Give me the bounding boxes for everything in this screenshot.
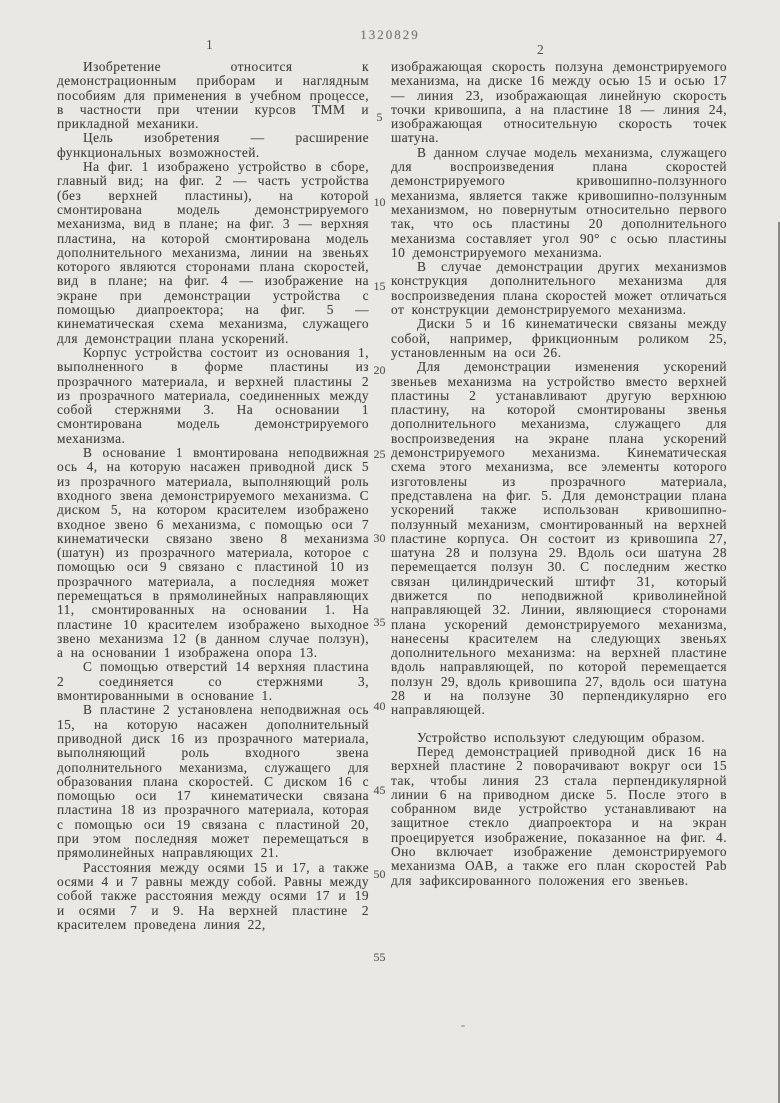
line-number: 5 (376, 110, 383, 124)
line-number: 30 (373, 531, 386, 545)
line-number: 40 (373, 699, 386, 713)
paragraph: Корпус устройства состоит из основания 1, выполненного в форме пластины из прозрачного материала, и верхней пластины 2 из прозрачного материала, соединенных между собой стержнями 3. На основании 1 смонтирована модель демонстрируемого механизма. (57, 344, 369, 446)
paragraph: Диски 5 и 16 кинематически связаны между собой, например, фрикционным роликом 25, установленным на оси 26. (391, 316, 727, 360)
right-column-page-number: 2 (537, 42, 544, 57)
paragraph: В данном случае модель механизма, служащего для воспроизведения плана скоростей демонстрируемого кривошипно-ползунного механизма, является также кривошипно-ползунным механизмом, но повернутым относительно первого так, что ось пластины 20 дополнительного механизма составляет угол 90° с осью пластины 10 демонстрируемого механизма. (391, 144, 727, 260)
patent-document-number: 1320829 (360, 27, 420, 42)
line-number: 55 (373, 950, 386, 964)
paragraph: В случае демонстрации других механизмов конструкция дополнительного механизма для воспроизведения плана скоростей может отличаться от конструкции демонстрируемого механизма. (391, 259, 727, 318)
paragraph: В основание 1 вмонтирована неподвижная ось 4, на которую насажен приводной диск 5 из прозрачного материала, выполняющий роль входного звена демонстрируемого механизма. С диском 5, на котором красителем изображено входное звено 6 механизма, с помощью оси 7 кинематически связано звено 8 механизма (шатун) из прозрачного материала, которое с помощью оси 9 связано с пластиной 10 из прозрачного материала, а последняя может перемещаться в прямолинейных направляющих 11, смонтированных на основании 1. На пластине 10 красителем изображено выходное звено механизма 12 (в данном случае ползун), а на основании 1 изображена опора 13. (57, 445, 369, 661)
paragraph: С помощью отверстий 14 верхняя пластина 2 соединяется со стержнями 3, вмонтированными в основание 1. (57, 659, 369, 704)
paragraph: Перед демонстрацией приводной диск 16 на верхней пластине 2 поворачивают вокруг оси 15 так, чтобы линия 23 стала перпендикулярной линии 6 на приводном диске 5. После этого в собранном виде устройство устанавливают на защитное стекло диапроектора и на экран проецируется изображение, показанное на фиг. 4. Оно включает изображение демонстрируемого механизма ОАВ, а также его план скоростей Pab для зафиксированного положения его звеньев. (391, 743, 727, 888)
left-column-page-number: 1 (206, 37, 213, 52)
line-number: 20 (373, 363, 386, 377)
scan-speck (461, 1025, 465, 1027)
paragraph: Для демонстрации изменения ускорений звеньев механизма на устройство вместо верхней пластины 2 устанавливают другую верхнюю пластину, на которой смонтированы звенья дополнительного механизма, служащего для воспроизведения на экране плана ускорений демонстрируемого механизма. Кинематическая схема этого механизма, все элементы которого изготовлены из прозрачного материала, представлена на фиг. 5. Для демонстрации плана ускорений также использован кривошипно-ползунный механизм, смонтированный на верхней пластине корпуса. Он состоит из кривошипа 27, шатуна 28 и ползуна 29. Вдоль оси шатуна 28 перемещается ползун 30. С последним жестко связан цилиндрический штифт 31, который движется по неподвижной криволинейной направляющей 32. Линии, являющиеся сторонами плана ускорений демонстрируемого механизма, нанесены красителем на следующих звеньях дополнительного механизма: на верхней пластине вдоль направляющей, по которой перемещается ползун 29, вдоль кривошипа 27, вдоль оси шатуна 28 и на ползуне 30 перпендикулярно его направляющей. (391, 359, 727, 718)
paragraph: На фиг. 1 изображено устройство в сборе, главный вид; на фиг. 2 — часть устройства (без верхней пластины), на которой смонтирована модель демонстрируемого механизма, вид в плане; на фиг. 3 — верхняя пластина, на которой смонтирована модель дополнительного механизма, линии на звеньях которого являются сторонами плана скоростей, вид в плане; на фиг. 4 — изображение на экране при демонстрации устройства с помощью диапроектора; на фиг. 5 — кинематическая схема механизма, служащего для демонстрации плана ускорений. (57, 159, 369, 346)
paragraph: Устройство используют следующим образом. (417, 729, 706, 745)
line-number: 15 (373, 279, 386, 293)
line-number: 45 (373, 783, 386, 797)
right-text-column (391, 60, 727, 888)
paragraph: Расстояния между осями 15 и 17, а также осями 4 и 7 равны между собой. Равны между собой также расстояния между осями 17 и 19 и осями 7 и 9. На верхней пластине 2 красителем проведена линия 22, (57, 859, 369, 932)
left-text-column (57, 60, 369, 932)
line-number: 50 (373, 867, 386, 881)
paragraph: Изобретение относится к демонстрационным приборам и наглядным пособиям для применения в учебном процессе, в частности при чтении курсов ТММ и прикладной механики. (57, 59, 369, 132)
paragraph: В пластине 2 установлена неподвижная ось 15, на которую насажен дополнительный приводной диск 16 из прозрачного материала, выполняющий роль входного звена дополнительного механизма, служащего для образования плана скоростей. С диском 16 с помощью оси 17 кинематически связана пластина 18 из прозрачного материала, которая с помощью оси 19 связана с пластиной 20, при этом последняя может перемещаться в прямолинейных направляющих 21. (57, 702, 369, 861)
paragraph: изображающая скорость ползуна демонстрируемого механизма, на диске 16 между осью 15 и осью 17 — линия 23, изображающая линейную скорость точки кривошипа, а на пластине 18 — линия 24, изображающая относительную скорость точек шатуна. (391, 59, 727, 146)
line-number: 35 (373, 615, 386, 629)
margin-line-numbers (368, 0, 391, 1103)
paragraph: Цель изобретения — расширение функциональных возможностей. (57, 130, 369, 160)
line-number: 10 (373, 195, 386, 209)
line-number: 25 (373, 447, 386, 461)
